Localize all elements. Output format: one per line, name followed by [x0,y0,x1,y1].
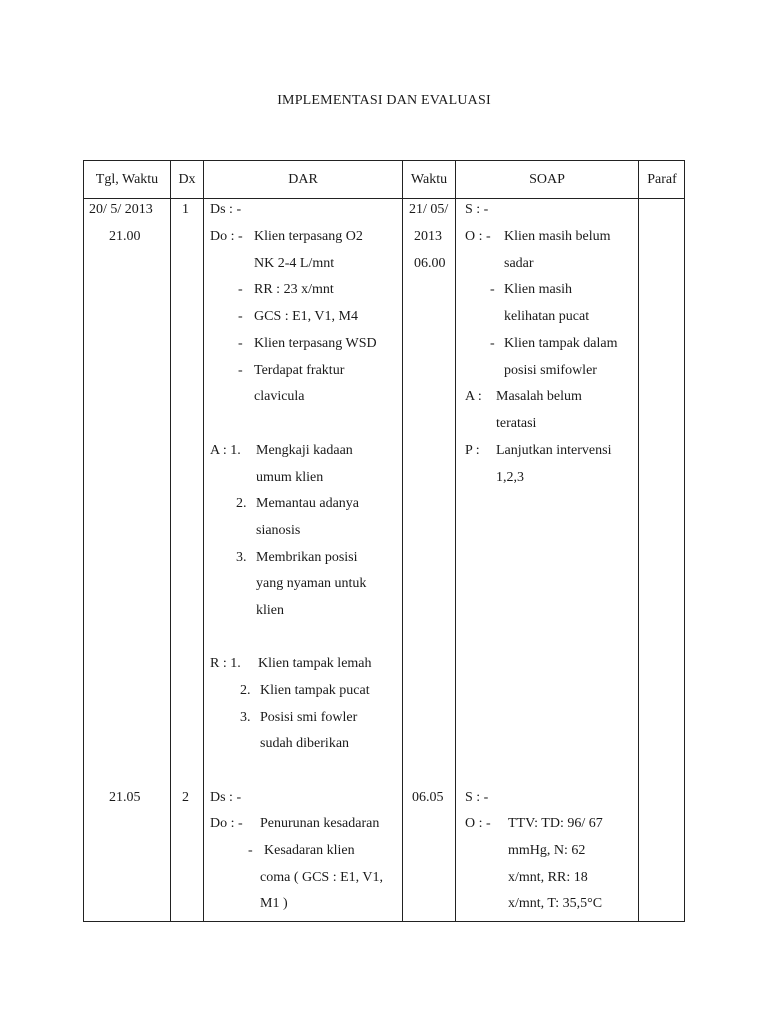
row1-dar-r-num: 2. [240,683,251,698]
column-divider [638,161,639,921]
row2-dar-do-label: Do : - [210,816,243,831]
row2-dar-dash: - [248,843,253,858]
row1-soap-o-item: Klien masih belum [504,229,611,244]
row2-dar-do-item: Kesadaran klien [264,843,355,858]
header-tgl-waktu: Tgl, Waktu [95,172,159,187]
row1-dar-do-item: Klien terpasang O2 [254,229,363,244]
row2-dar-ds: Ds : - [210,790,242,805]
row1-dar-do-item: RR : 23 x/mnt [254,282,334,297]
row1-dar-dash: - [238,309,243,324]
row2-waktu: 06.05 [412,790,444,805]
row1-dar-r-num: 3. [240,710,251,725]
header-divider [84,198,684,199]
row2-dx: 2 [182,790,189,805]
row1-dar-a-num: 2. [236,496,247,511]
row1-dar-ds: Ds : - [210,202,242,217]
row1-dar-a-item: Memantau adanya [256,496,360,511]
row1-soap-a-item: teratasi [496,416,537,431]
row1-dar-r-item: Klien tampak lemah [258,656,372,671]
header-soap: SOAP [529,172,565,187]
header-paraf: Paraf [647,172,677,187]
header-waktu: Waktu [410,172,448,187]
row2-dar-do-item: M1 ) [260,896,288,911]
row1-dar-r-item: Klien tampak pucat [260,683,370,698]
row2-time: 21.05 [109,790,141,805]
row2-dar-do-item: Penurunan kesadaran [260,816,380,831]
row1-dar-a-item: sianosis [256,523,301,538]
row1-soap-o-item: kelihatan pucat [504,309,590,324]
document-title: IMPLEMENTASI DAN EVALUASI [277,93,491,108]
implementation-table [83,160,685,922]
row1-soap-o-item: posisi smifowler [504,363,597,378]
row2-soap-o-item: x/mnt, RR: 18 [508,870,588,885]
column-divider [402,161,403,921]
column-divider [455,161,456,921]
row1-dar-r-label: R : 1. [210,656,241,671]
row1-soap-a-item: Masalah belum [496,389,582,404]
row1-dar-a-num: 3. [236,550,247,565]
row1-waktu-date: 21/ 05/ [409,202,449,217]
row1-dar-do-item: GCS : E1, V1, M4 [254,309,358,324]
row1-soap-o-item: Klien tampak dalam [504,336,618,351]
row2-soap-o-label: O : - [465,816,491,831]
row1-dar-dash: - [238,336,243,351]
row1-dar-dash: - [238,363,243,378]
column-divider [170,161,171,921]
row1-soap-p-item: Lanjutkan intervensi [496,443,612,458]
row1-soap-o-item: sadar [504,256,534,271]
row1-dar-a-item: Membrikan posisi [256,550,358,565]
row1-dar-do-item: Klien terpasang WSD [254,336,377,351]
row1-dar-do-item: Terdapat fraktur [254,363,345,378]
row1-soap-p-label: P : [465,443,480,458]
row1-time: 21.00 [109,229,141,244]
row1-date: 20/ 5/ 2013 [89,202,153,217]
row1-dar-do-label: Do : - [210,229,243,244]
row2-soap-o-item: mmHg, N: 62 [508,843,586,858]
row1-soap-s: S : - [465,202,489,217]
row1-dar-do-item: clavicula [254,389,305,404]
row1-dar-a-label: A : 1. [210,443,241,458]
row1-soap-o-label: O : - [465,229,491,244]
row2-soap-s: S : - [465,790,489,805]
row1-soap-a-label: A : [465,389,482,404]
column-divider [203,161,204,921]
row1-dar-a-item: umum klien [256,470,324,485]
row1-soap-dash: - [490,282,495,297]
row1-dx: 1 [182,202,189,217]
row1-dar-r-item: sudah diberikan [260,736,350,751]
row1-soap-p-item: 1,2,3 [496,470,524,485]
row1-dar-a-item: Mengkaji kadaan [256,443,353,458]
row1-waktu-year: 2013 [414,229,442,244]
header-dar: DAR [288,172,318,187]
row1-dar-a-item: yang nyaman untuk [256,576,367,591]
row1-dar-dash: - [238,282,243,297]
row2-soap-o-item: TTV: TD: 96/ 67 [508,816,603,831]
row2-soap-o-item: x/mnt, T: 35,5°C [508,896,603,911]
row1-dar-a-item: klien [256,603,284,618]
row2-dar-do-item: coma ( GCS : E1, V1, [260,870,384,885]
row1-dar-do-item: NK 2-4 L/mnt [254,256,335,271]
row1-dar-r-item: Posisi smi fowler [260,710,358,725]
row1-soap-o-item: Klien masih [504,282,573,297]
row1-waktu-time: 06.00 [414,256,446,271]
row1-soap-dash: - [490,336,495,351]
header-dx: Dx [178,172,196,187]
